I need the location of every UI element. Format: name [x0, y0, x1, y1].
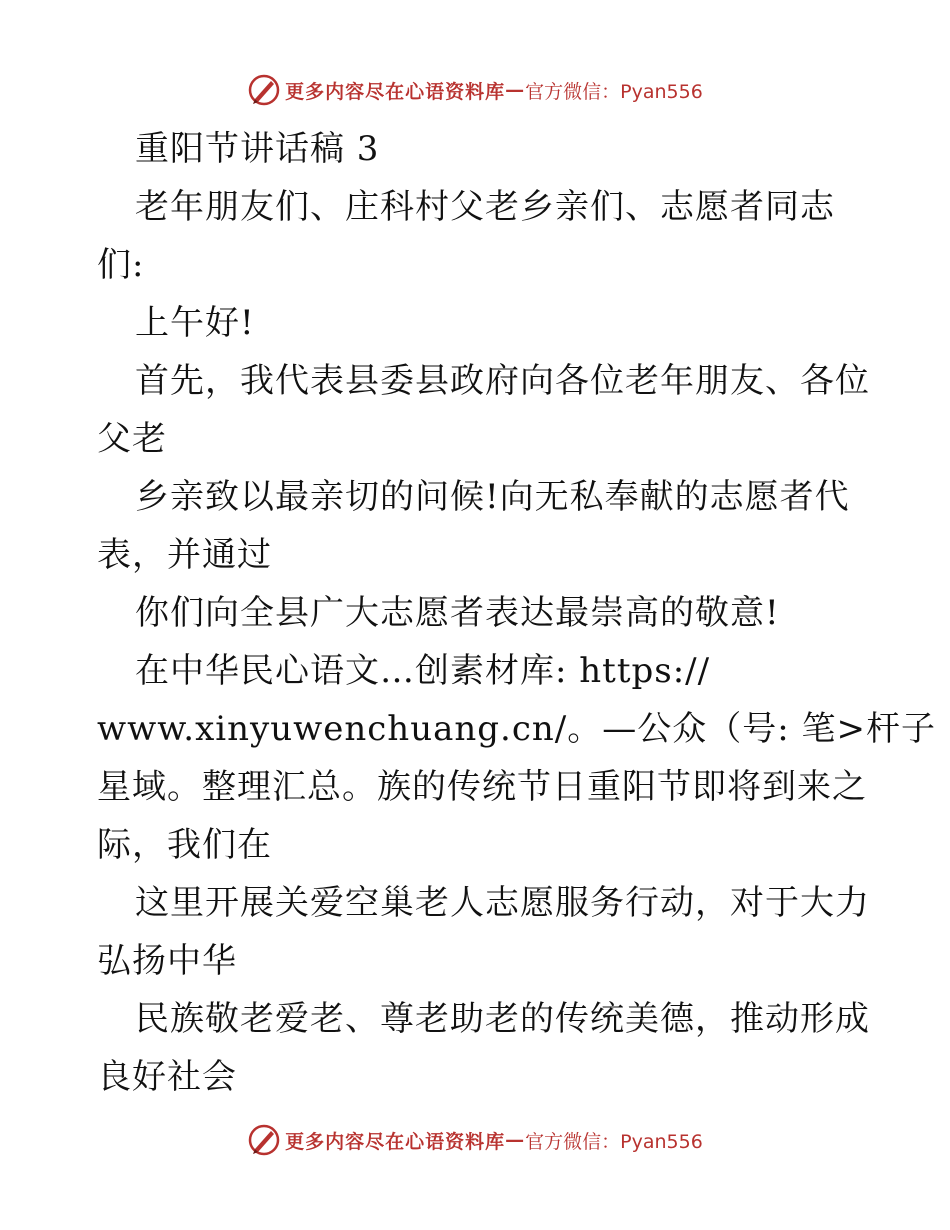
footer-banner-text: 更多内容尽在心语资料库 — [285, 1130, 506, 1153]
doc-line: 良好社会 — [97, 1057, 237, 1097]
doc-line: 星域。整理汇总。族的传统节日重阳节即将到来之 — [97, 767, 867, 807]
doc-line: 上午好! — [135, 303, 255, 343]
doc-line: 际，我们在 — [97, 825, 272, 865]
doc-line: 这里开展关爱空巢老人志愿服务行动，对于大力 — [135, 883, 870, 923]
doc-line: 你们向全县广大志愿者表达最崇高的敬意! — [135, 593, 780, 633]
doc-line: 表，并通过 — [97, 535, 272, 575]
footer-banner-wechat: 官方微信：Pyan556 — [525, 1130, 703, 1153]
doc-line: 弘扬中华 — [97, 941, 237, 981]
doc-title: 重阳节讲话稿 3 — [135, 129, 380, 169]
pen-logo-icon — [247, 1123, 281, 1157]
footer-banner-separator: — — [505, 1129, 526, 1151]
doc-line: 民族敬老爱老、尊老助老的传统美德，推动形成 — [135, 999, 870, 1039]
header-banner-wechat: 官方微信：Pyan556 — [525, 80, 703, 103]
doc-line: 老年朋友们、庄科村父老乡亲们、志愿者同志 — [135, 187, 835, 227]
doc-line: 首先，我代表县委县政府向各位老年朋友、各位 — [135, 361, 870, 401]
doc-line: 在中华民心语文…创素材库: https:// — [135, 651, 711, 691]
doc-line: 父老 — [97, 419, 167, 459]
header-banner-separator: — — [505, 79, 526, 101]
doc-line: www.xinyuwenchuang.cn/。—公众（号: 笔>杆子 — [97, 709, 936, 749]
doc-line: 乡亲致以最亲切的问候!向无私奉献的志愿者代 — [135, 477, 850, 517]
doc-line: 们: — [97, 245, 145, 285]
header-banner-text: 更多内容尽在心语资料库 — [285, 80, 506, 103]
header-banner — [0, 70, 950, 110]
pen-logo-icon — [247, 73, 281, 107]
footer-banner — [0, 1120, 950, 1160]
